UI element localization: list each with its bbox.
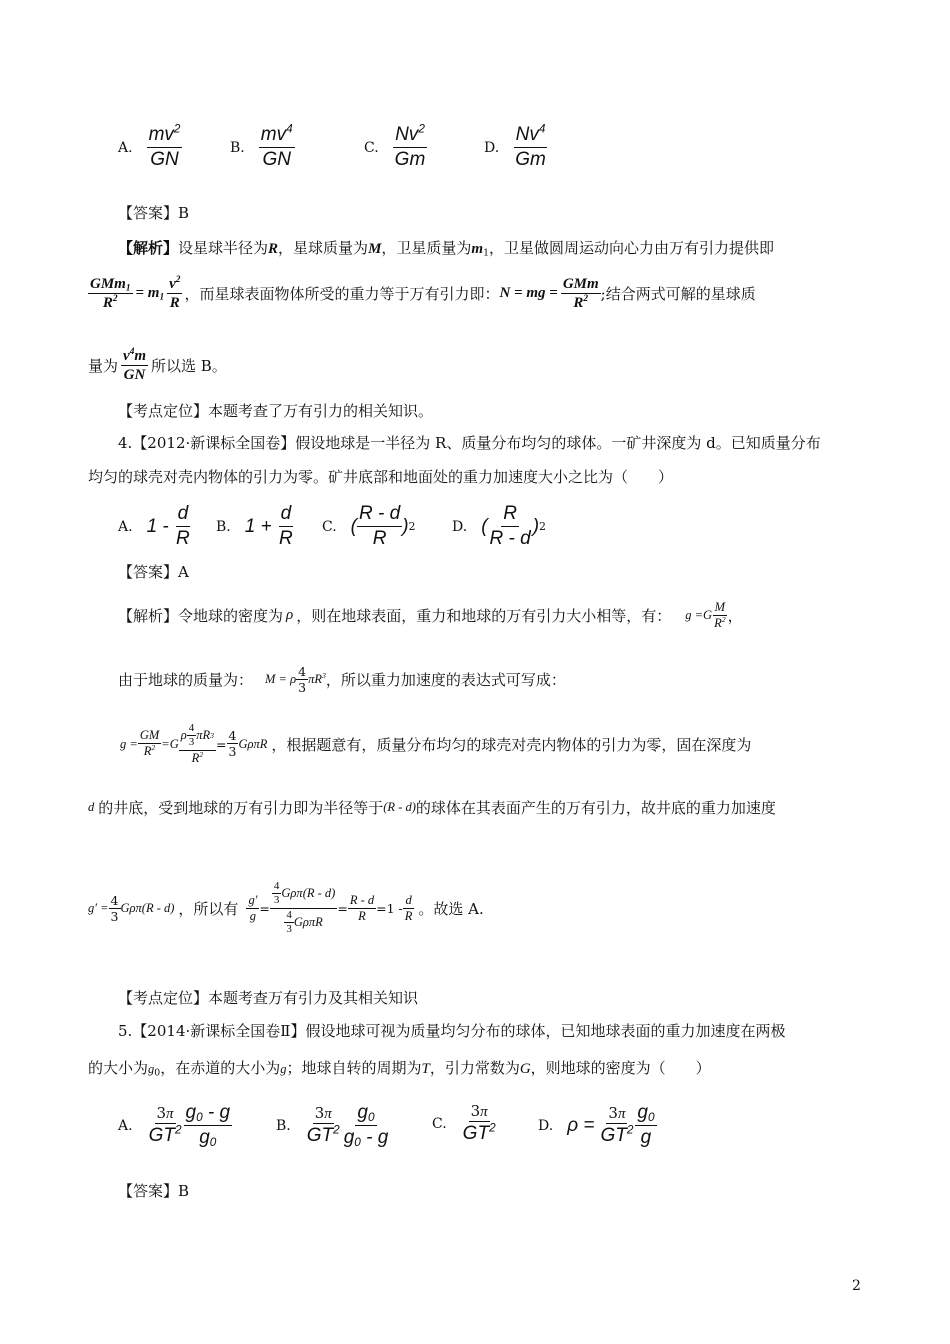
fraction: $\frac{R - d}{R}$ [359,503,401,549]
q3-option-c: C. $\frac{Nv^2}{Gm}$ [364,122,426,170]
q3-analysis-line3: 量为 $\frac{v^4m}{GN}$ 所以选 B。 [88,346,227,383]
fraction: $\frac{v^4m}{GN}$ [123,346,147,383]
fraction: $\frac{4}{3}$ [110,892,119,924]
fraction: $\frac{4}{3}$ Gρπ(R - d) $\frac{4}{3}$ GρπR [270,880,337,937]
fraction: $\frac{g_0}{g}$ [637,1102,655,1148]
q4-stem-line1: 4.【2012·新课标全国卷】假设地球是一半径为 R、质量分布均匀的球体。一矿井深度为 d。已知质量分布 [118,434,821,452]
q5-answer: 【答案】B [118,1182,190,1200]
fraction: $\frac{\text{GMm}}{R^2}$ [562,276,599,311]
fraction: $\frac{g'}{g}$ [248,892,258,923]
fraction: $\frac{3\pi}{GT^2}$ [306,1103,340,1146]
q5-option-d: D. ρ = $\frac{3\pi}{GT^2}$ $\frac{g_0}{g}$ [538,1102,655,1148]
fraction: $\frac{d}{R}$ [404,892,413,923]
fraction: $\frac{M}{R^2}$ [714,600,726,630]
q4-analysis-line4: d 的井底，受到地球的万有引力即为半径等于 (R - d) 的球体在其表面产生的万有引力，故井底的重力加速度 [88,799,776,817]
fraction: $\frac{g_0 - g}{g_0}$ [185,1102,231,1149]
fraction: $\frac{3\pi}{GT^2}$ [148,1103,182,1146]
q5-option-a: A. $\frac{3\pi}{GT^2}$ $\frac{g_0 - g}{g_0}$ [118,1102,231,1149]
q3-option-a: A. $\frac{mv^2}{GN}$ [118,122,181,170]
fraction: $\frac{d}{R}$ [176,503,190,549]
fraction: $\frac{v^2}{R}$ [169,274,181,311]
fraction: $\frac{GMm_1}{R^2}$ [90,276,131,311]
fraction: $\frac{Nv^2}{Gm}$ [394,122,426,170]
q4-kaodian: 【考点定位】本题考查万有引力及其相关知识 [118,989,419,1007]
fraction: $\frac{4}{3}$ [228,728,237,760]
fraction: $\frac{mv^2}{GN}$ [148,122,181,170]
fraction: $\frac{4}{3}$ [298,664,307,695]
fraction: $\frac{d}{R}$ [278,503,293,549]
q4-option-b: B. 1 + $\frac{d}{R}$ [216,503,293,549]
q4-analysis-line3: g = $\frac{GM}{R^2}$ =G ρ $\frac{4}{3}$ πR 3 $R^2$ = $\frac{4}{3}$ Gρ πR ，根据题意有，质量分布均匀的球壳对壳内物体的引力为零，固在深度为 [120,722,752,765]
fraction: $\frac{R - d}{R}$ [349,892,375,923]
fraction: $\frac{mv^4}{GN}$ [260,122,293,170]
q4-option-a: A. 1 - $\frac{d}{R}$ [118,503,190,549]
q4-option-c: C. ( $\frac{R - d}{R}$ ) 2 [322,503,416,549]
q4-answer: 【答案】A [118,563,189,581]
page-number: 2 [852,1278,861,1294]
q3-analysis-line2: $\frac{GMm_1}{R^2}$ = $m_1$ $\frac{v^2}{R}$ ，而星球表面物体所受的重力等于万有引力即： N = mg = $\frac{\text{GMm}}{R^2}$ ;结合两式可解的星球质 [90,274,756,311]
q3-answer: 【答案】B [118,204,190,222]
fraction: $\frac{3\pi}{GT^2}$ [600,1103,634,1146]
q3-option-d: D. $\frac{Nv^4}{Gm}$ [484,122,546,170]
q5-option-c: C. $\frac{3\pi}{GT^2}$ [432,1102,496,1144]
fraction: $\frac{3\pi}{GT^2}$ [462,1102,496,1144]
fraction: $\frac{g_0}{g_0 - g}$ [343,1102,389,1149]
q3-option-b: B. $\frac{mv^4}{GN}$ [230,122,293,170]
fraction: ρ $\frac{4}{3}$ πR 3 $R^2$ [180,722,215,765]
q4-stem-line2: 均匀的球壳对壳内物体的引力为零。矿井底部和地面处的重力加速度大小之比为（ ） [88,468,674,486]
q5-stem-line1: 5.【2014·新课标全国卷Ⅱ】假设地球可视为质量均匀分布的球体，已知地球表面的重力加速度在两极 [118,1022,786,1040]
q4-option-d: D. ( $\frac{R}{R - d}$ ) 2 [452,503,547,549]
fraction: $\frac{R}{R - d}$ [489,503,531,549]
q5-stem-line2: 的大小为$g_0$，在赤道的大小为g；地球自转的周期为T，引力常数为G，则地球的密度为（ ） [88,1059,711,1079]
q4-analysis-line2: 由于地球的质量为： M = ρ $\frac{4}{3}$ $\pi R^3$ ，所以重力加速度的表达式可写成： [118,664,566,695]
q5-option-b: B. $\frac{3\pi}{GT^2}$ $\frac{g_0}{g_0 - g}$ [276,1102,389,1149]
fraction: $\frac{Nv^4}{Gm}$ [515,122,546,170]
q4-analysis-line1: 【解析】令地球的密度为 ρ ，则在地球表面，重力和地球的万有引力大小相等，有： g =G $\frac{M}{R^2}$ ， [118,600,743,630]
q3-analysis-line1: 【解析】设星球半径为R，星球质量为M，卫星质量为$m_1$，卫星做圆周运动向心力由万有引力提供即 [118,239,775,259]
fraction: $\frac{GM}{R^2}$ [139,728,160,759]
q4-analysis-line5: g′ = $\frac{4}{3}$ Gρπ(R - d) ，所以有 $\frac{g'}{g}$ = $\frac{4}{3}$ Gρπ(R - d) $\frac{4}{3}$ GρπR = $\frac{R - d}{R}$ =1 - $\frac{d}{R}$ 。故选 A. [88,880,484,936]
q3-kaodian: 【考点定位】本题考查了万有引力的相关知识。 [118,402,434,420]
